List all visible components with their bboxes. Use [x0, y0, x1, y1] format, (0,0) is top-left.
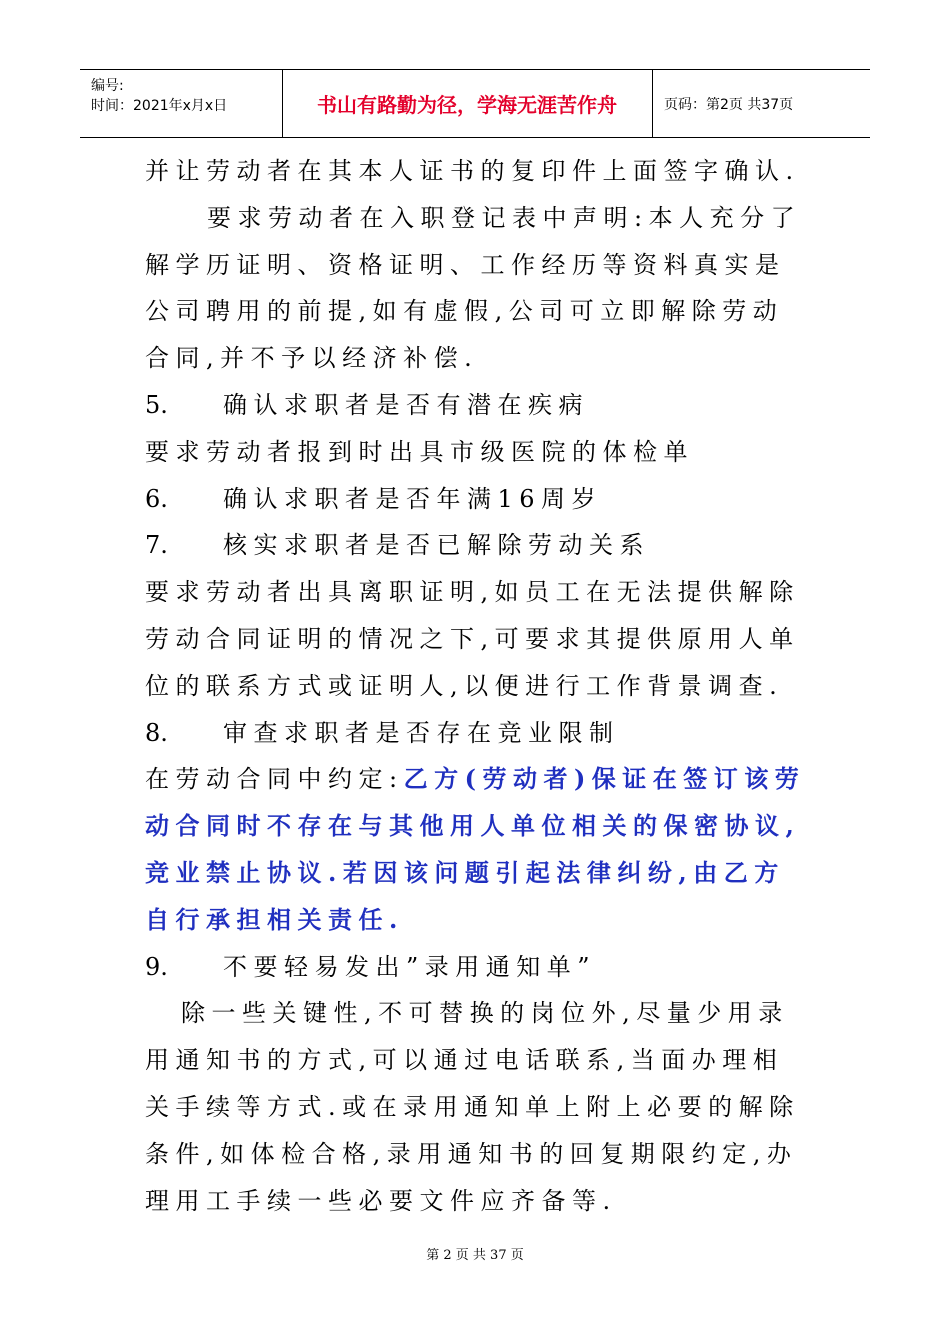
section-heading-9 — [145, 944, 805, 991]
section-number: 8. — [145, 718, 168, 747]
paragraph-line: 要求劳动者在入职登记表中声明:本人充分了 — [207, 203, 802, 232]
paragraph-line: 要求劳动者报到时出具市级医院的体检单 — [145, 437, 694, 466]
paragraph-line: 劳动合同证明的情况之下,可要求其提供原用人单 — [145, 624, 800, 653]
highlighted-clause: 动合同时不存在与其他用人单位相关的保密协议, — [145, 811, 801, 841]
paragraph-line: 解学历证明、资格证明、工作经历等资料真实是 — [145, 250, 786, 279]
section-title: 审查求职者是否存在竞业限制 — [223, 718, 620, 747]
paragraph-line: 公司聘用的前提,如有虚假,公司可立即解除劳动 — [145, 297, 784, 326]
highlighted-clause: 自行承担相关责任. — [145, 904, 404, 934]
section-title: 确认求职者是否年满16周岁 — [223, 484, 603, 513]
section-number: 7. — [145, 531, 168, 560]
paragraph-line: 理用工手续一些必要文件应齐备等. — [145, 1186, 617, 1215]
header-motto: 书山有路勤为径，学海无涯苦作舟 — [317, 93, 617, 117]
highlighted-clause: 竞业禁止协议.若因该问题引起法律纠纷,由乙方 — [145, 857, 785, 887]
paragraph-line: 要求劳动者出具离职证明,如员工在无法提供解除 — [145, 578, 800, 607]
section-heading-8 — [145, 710, 805, 757]
paragraph-line: 并让劳动者在其本人证书的复印件上面签字确认. — [145, 157, 800, 185]
header-divider — [652, 70, 653, 137]
section-title: 不要轻易发出”录用通知单” — [223, 952, 597, 981]
page-header — [80, 69, 870, 138]
section-title: 确认求职者是否有潜在疾病 — [223, 390, 589, 419]
document-body — [145, 148, 805, 1224]
header-page-info: 页码：第2页 共37页 — [664, 96, 794, 113]
paragraph-line: 关手续等方式.或在录用通知单上附上必要的解除 — [145, 1092, 800, 1121]
paragraph-line: 合同,并不予以经济补偿. — [145, 344, 479, 373]
clause-intro: 在劳动合同中约定: — [145, 765, 404, 794]
doc-time-label: 时间：2021年x月x日 — [91, 98, 228, 114]
highlighted-clause: 乙方(劳动者)保证在签订该劳 — [403, 764, 806, 794]
section-heading-6 — [145, 476, 805, 523]
paragraph-line: 用通知书的方式,可以通过电话联系,当面办理相 — [145, 1046, 784, 1075]
doc-id-label: 编号: — [91, 78, 124, 94]
section-number: 5. — [145, 390, 168, 419]
section-number: 6. — [145, 484, 168, 513]
section-title: 核实求职者是否已解除劳动关系 — [223, 531, 650, 560]
section-heading-7 — [145, 522, 805, 569]
section-heading-5 — [145, 382, 805, 429]
header-meta — [91, 76, 227, 116]
section-number: 9. — [145, 952, 168, 981]
paragraph-line: 除一些关键性,不可替换的岗位外,尽量少用录 — [181, 999, 789, 1028]
paragraph-line: 条件,如体检合格,录用通知书的回复期限约定,办 — [145, 1139, 798, 1168]
page-footer: 第 2 页 共 37 页 — [426, 1248, 524, 1263]
paragraph-line: 位的联系方式或证明人,以便进行工作背景调查. — [145, 671, 784, 700]
paragraph-line — [145, 756, 805, 803]
